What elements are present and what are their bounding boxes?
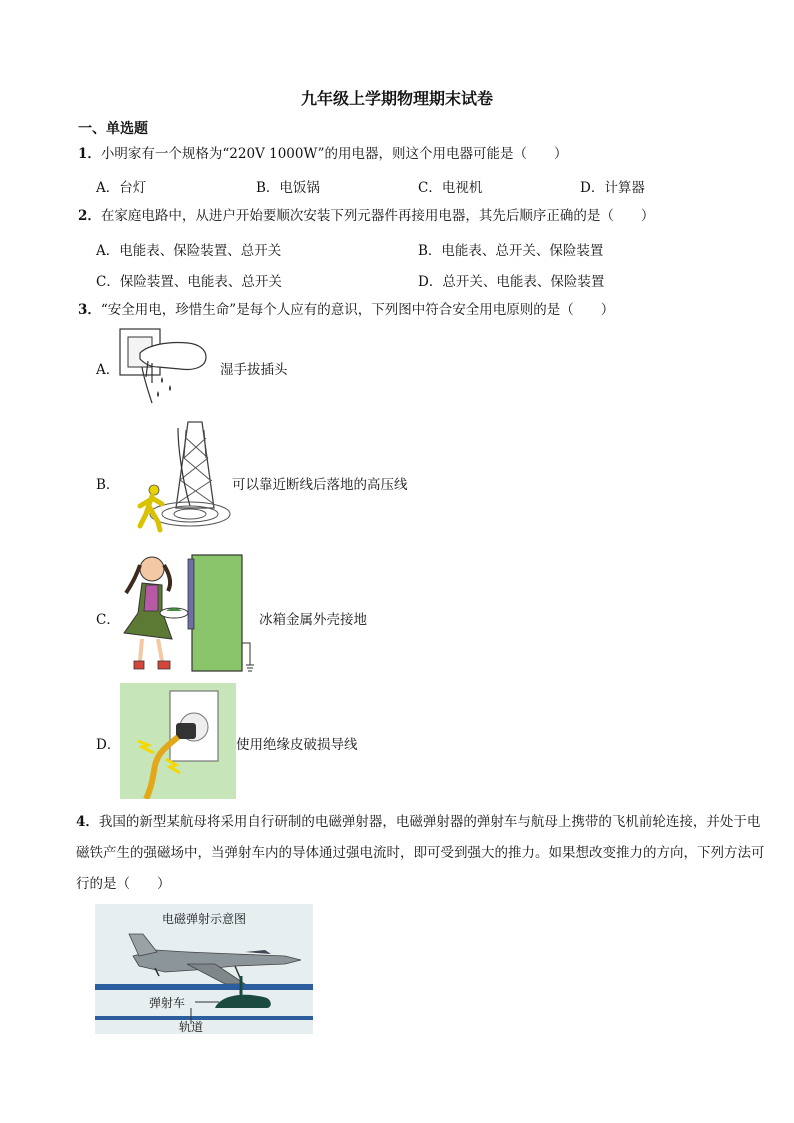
- page-title: 九年级上学期物理期末试卷: [300, 89, 493, 108]
- option-d-caption: 使用绝缘皮破损导线: [236, 737, 358, 753]
- option-c: C．保险装置、电能表、总开关: [96, 274, 282, 290]
- option-b: B．电饭锅: [256, 180, 320, 196]
- option-a-caption: 湿手拔插头: [220, 362, 288, 378]
- diagram-title: 电磁弹射示意图: [161, 912, 246, 926]
- option-d-letter: D．: [96, 737, 121, 753]
- damaged-wire-image: [120, 683, 236, 799]
- catapult-diagram: [95, 904, 313, 1034]
- question-number: 1．: [78, 146, 101, 162]
- option-a: A．台灯: [96, 180, 147, 196]
- question-text: 在家庭电路中，从进户开始要顺次安装下列元器件再接用电器，其先后顺序正确的是（ ）: [100, 208, 655, 224]
- fighter-jet-image: [95, 904, 313, 1034]
- fridge-grounded-image: [118, 553, 260, 675]
- question-3: [78, 301, 614, 319]
- option-d: D．计算器: [580, 180, 645, 196]
- option-c: C．电视机: [418, 180, 483, 196]
- section-heading: 一、单选题: [78, 121, 148, 137]
- option-d: D．总开关、电能表、保险装置: [418, 274, 605, 290]
- question-number: 3．: [78, 302, 101, 318]
- question-text: 小明家有一个规格为“220V 1000W”的用电器，则这个用电器可能是（ ）: [100, 146, 568, 162]
- track-label: 轨道: [179, 1020, 204, 1034]
- question-1: [78, 145, 568, 163]
- option-c-caption: 冰箱金属外壳接地: [259, 612, 367, 628]
- option-b: B．电能表、总开关、保险装置: [418, 243, 604, 259]
- question-number: 2．: [78, 208, 101, 224]
- option-a: A．电能表、保险装置、总开关: [96, 243, 282, 259]
- option-c-letter: C．: [96, 612, 120, 628]
- question-4: [76, 807, 766, 900]
- wet-hand-plug-image: [118, 327, 210, 407]
- catapult-car-label: 弹射车: [149, 996, 186, 1010]
- question-text: “安全用电，珍惜生命”是每个人应有的意识，下列图中符合安全用电原则的是（ ）: [100, 302, 615, 318]
- option-b-caption: 可以靠近断线后落地的高压线: [232, 477, 408, 493]
- option-a-letter: A．: [96, 362, 120, 378]
- high-voltage-tower-image: [128, 418, 232, 536]
- question-2: [78, 207, 654, 225]
- option-b-letter: B．: [96, 477, 120, 493]
- question-text: 我国的新型某航母将采用自行研制的电磁弹射器，电磁弹射器的弹射车与航母上携带的飞机前轮连接，并处于电磁铁产生的强磁场中，当弹射车内的导体通过强电流时，即可受到强大的推力。如果想改变推力的方向，下列方法可行的是（ ）: [76, 814, 765, 892]
- question-number: 4．: [76, 814, 99, 830]
